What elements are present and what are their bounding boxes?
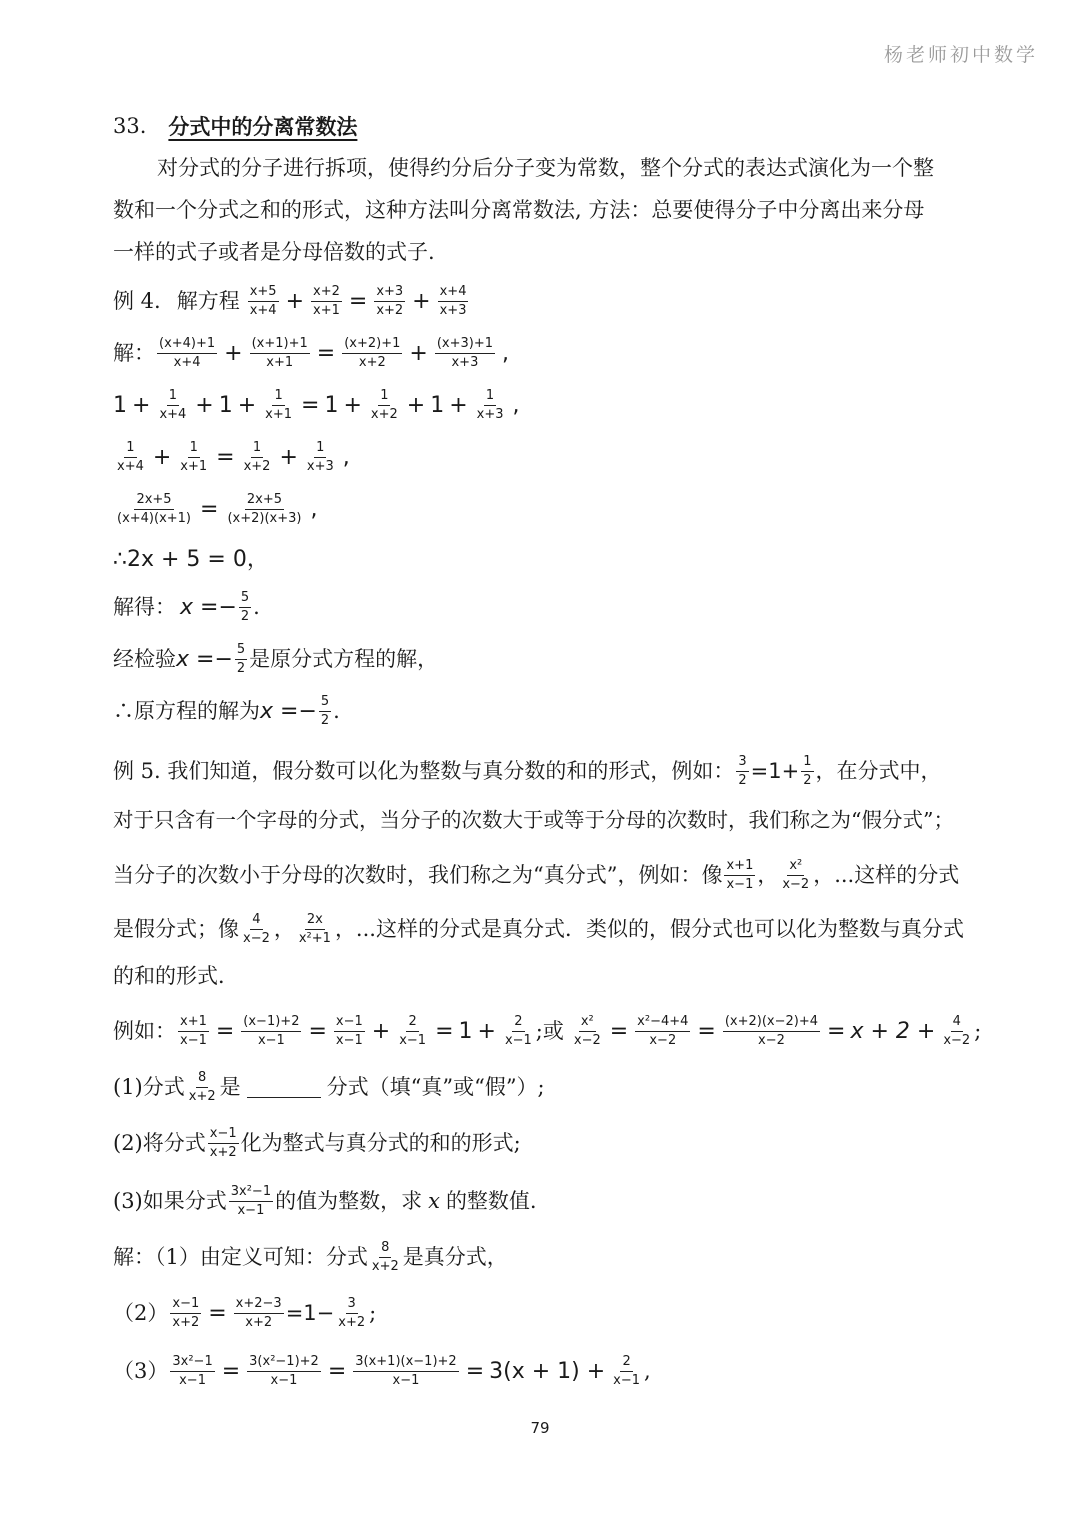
watermark: 杨老师初中数学 (883, 44, 1038, 66)
fraction: $\frac{2x}{\text{x²+1}}$ (298, 912, 331, 947)
fraction: $\frac{\text{x²}}{x-2}$ (782, 858, 810, 893)
fraction: $\frac{2}{x-1}$ (504, 1014, 532, 1049)
solution-step-5: ∴2x + 5 = 0， (113, 547, 269, 572)
fraction: $\frac{2}{x-1}$ (399, 1014, 427, 1049)
fraction: $\frac{\text{x²}}{x-2}$ (573, 1014, 601, 1049)
example5-line-4: 是假分式；像 $\frac{4}{x-2}$ ， $\frac{2x}{\text{x²+1}}$ ，...这样的分式是真分式．类似的，假分式也可以化为整数与真分式 (113, 912, 964, 947)
question-3: (3)如果分式 $\frac{\text{3x²−1}}{x-1}$ 的值为整数，求 x 的整数值. (113, 1184, 537, 1219)
fraction: $\frac{1}{x+2}$ (243, 440, 271, 475)
example5-line-2: 对于只含有一个字母的分式，当分子的次数大于或等于分母的次数时，我们称之为“假分式”； (113, 808, 954, 832)
fraction: $\frac{5}{2}$ (240, 590, 250, 625)
example4-label: 例 4. (113, 289, 161, 314)
fraction: $\frac{1}{x+1}$ (265, 388, 293, 423)
intro-line-3: 一样的式子或者是分母倍数的式子. (113, 240, 435, 264)
fraction: $\frac{3}{x+2}$ (338, 1296, 366, 1331)
solution-check: 经检验 x =− $\frac{5}{2}$ 是原分式方程的解， (113, 642, 439, 677)
fraction: $\frac{3}{2}$ (738, 754, 747, 789)
answer-2: （2） $\frac{x-1}{x+2}$ = $\frac{x+2-3}{x+2}$ =1− $\frac{3}{x+2}$ ; (113, 1296, 377, 1331)
answer-blank (247, 1077, 321, 1098)
question-2: (2)将分式 $\frac{x-1}{x+2}$ 化为整式与真分式的和的形式; (113, 1126, 521, 1161)
page-number: 79 (530, 1419, 550, 1437)
fraction: $\frac{4}{x-2}$ (243, 912, 270, 947)
solution-step-3: $\frac{1}{x+4}$ + $\frac{1}{x+1}$ = $\frac{1}{x+2}$ + $\frac{1}{x+3}$ , (117, 440, 350, 475)
fraction: $\frac{(x+1)+1}{x+1}$ (251, 336, 308, 371)
fraction: $\frac{1}{x+4}$ (159, 388, 187, 423)
fraction: $\frac{2x+5}{(x+2)(x+3)}$ (227, 492, 302, 527)
solution-final: ∴原方程的解为 x =− $\frac{5}{2}$ . (113, 694, 340, 729)
fraction: $\frac{x+1}{x-1}$ (180, 1014, 207, 1049)
fraction: $\frac{x+2-3}{x+2}$ (235, 1296, 282, 1331)
fraction: $\frac{x-1}{x+2}$ (172, 1296, 200, 1331)
fraction: $\frac{1}{x+4}$ (117, 440, 144, 475)
fraction: $\frac{2x+5}{(x+4)(x+1)}$ (117, 492, 192, 527)
fraction: $\frac{\text{3x²−1}}{x-1}$ (230, 1184, 272, 1219)
fraction: $\frac{2}{x-1}$ (613, 1354, 641, 1389)
example4-equation: 例 4. 解方程 $\frac{x+5}{x+4}$ + $\frac{x+2}{x+1}$ = $\frac{x+3}{x+2}$ + $\frac{x+4}{x+3}$ (113, 284, 467, 319)
fraction: $\frac{x+3}{x+2}$ (376, 284, 404, 319)
section-heading (113, 116, 357, 137)
fraction: $\frac{8}{x+2}$ (188, 1070, 216, 1105)
solution-label: 解： (113, 341, 155, 366)
fraction: $\frac{1}{x+3}$ (476, 388, 504, 423)
example5-line-3: 当分子的次数小于分母的次数时，我们称之为“真分式”，例如：像 $\frac{x+1}{x-1}$ ， $\frac{\text{x²}}{x-2}$ ，...这样的分式 (113, 858, 960, 893)
section-number: 33. (113, 114, 147, 138)
solution-step-6: 解得： x =− $\frac{5}{2}$ . (113, 590, 260, 625)
fraction: $\frac{(x+2)+1}{x+2}$ (344, 336, 401, 371)
fraction: $\frac{\text{3x²−1}}{x-1}$ (172, 1354, 213, 1389)
fraction: $\frac{1}{x+1}$ (180, 440, 208, 475)
fraction: $\frac{x+5}{x+4}$ (249, 284, 277, 319)
answer-1: 解：（1）由定义可知：分式 $\frac{8}{x+2}$ 是真分式， (113, 1240, 508, 1275)
fraction: $\frac{\text{3(x²−1)+2}}{x-1}$ (249, 1354, 319, 1389)
answer-3: （3） $\frac{\text{3x²−1}}{x-1}$ = $\frac{\text{3(x²−1)+2}}{x-1}$ = $\frac{3(x+1)(x-1)+2}{x-1}$ = 3(x + 1) + $\frac{2}{x-1}$ , (113, 1354, 651, 1389)
fraction: $\frac{4}{x-2}$ (943, 1014, 971, 1049)
fraction: $\frac{5}{2}$ (236, 642, 246, 677)
fraction: $\frac{\text{x²−4+4}}{x-2}$ (637, 1014, 689, 1049)
fraction: $\frac{3(x+1)(x-1)+2}{x-1}$ (355, 1354, 457, 1389)
fraction: $\frac{5}{2}$ (320, 694, 330, 729)
example4-prompt: 解方程 (176, 289, 240, 314)
fraction: $\frac{1}{x+3}$ (306, 440, 334, 475)
fraction: $\frac{x+2}{x+1}$ (313, 284, 340, 319)
intro-line-1: 对分式的分子进行拆项，使得约分后分子变为常数，整个分式的表达式演化为一个整 (157, 156, 934, 180)
fraction: $\frac{8}{x+2}$ (371, 1240, 399, 1275)
fraction: $\frac{(x+3)+1}{x+3}$ (436, 336, 493, 371)
fraction: $\frac{x+4}{x+3}$ (439, 284, 467, 319)
fraction: $\frac{1}{2}$ (803, 754, 812, 789)
example5-line-5: 的和的形式． (113, 964, 239, 988)
example5-demo: 例如： $\frac{x+1}{x-1}$ = $\frac{(x-1)+2}{x-1}$ = $\frac{x-1}{x-1}$ + $\frac{2}{x-1}$ = 1 + $\frac{2}{x-1}$ ;或 $\frac{\text{x²}}{x-2}$ = $\frac{\text{x²−4+4}}{x-2}$ = $\frac{(x+2)(x-2)+4}{x-2}$ = x + 2 + $\frac{4}{x-2}$ ; (113, 1014, 982, 1049)
solution-step-2: 1 + $\frac{1}{x+4}$ + 1 + $\frac{1}{x+1}$ = 1 + $\frac{1}{x+2}$ + 1 + $\frac{1}{x+3}$ , (113, 388, 520, 423)
fraction: $\frac{x-1}{x+2}$ (209, 1126, 237, 1161)
solution-step-1: 解： $\frac{(x+4)+1}{x+4}$ + $\frac{(x+1)+1}{x+1}$ = $\frac{(x+2)+1}{x+2}$ + $\frac{(x+3)+1}{x+3}$ , (113, 336, 509, 371)
section-title: 分式中的分离常数法 (168, 114, 358, 139)
fraction: $\frac{x+1}{x-1}$ (726, 858, 754, 893)
intro-line-2: 数和一个分式之和的形式，这种方法叫分离常数法, 方法：总要使得分子中分离出来分母 (113, 198, 925, 222)
example5-line-1: 例 5. 我们知道，假分数可以化为整数与真分数的和的形式，例如： $\frac{3}{2}$ =1+ $\frac{1}{2}$ ，在分式中， (113, 754, 942, 789)
fraction: $\frac{(x+2)(x-2)+4}{x-2}$ (724, 1014, 819, 1049)
solution-step-4: $\frac{2x+5}{(x+4)(x+1)}$ = $\frac{2x+5}{(x+2)(x+3)}$ , (117, 492, 318, 527)
fraction: $\frac{(x+4)+1}{x+4}$ (159, 336, 216, 371)
fraction: $\frac{(x-1)+2}{x-1}$ (243, 1014, 300, 1049)
question-1: (1)分式 $\frac{8}{x+2}$ 是 分式（填“真”或“假”）; (113, 1070, 545, 1105)
fraction: $\frac{1}{x+2}$ (370, 388, 398, 423)
fraction: $\frac{x-1}{x-1}$ (335, 1014, 363, 1049)
